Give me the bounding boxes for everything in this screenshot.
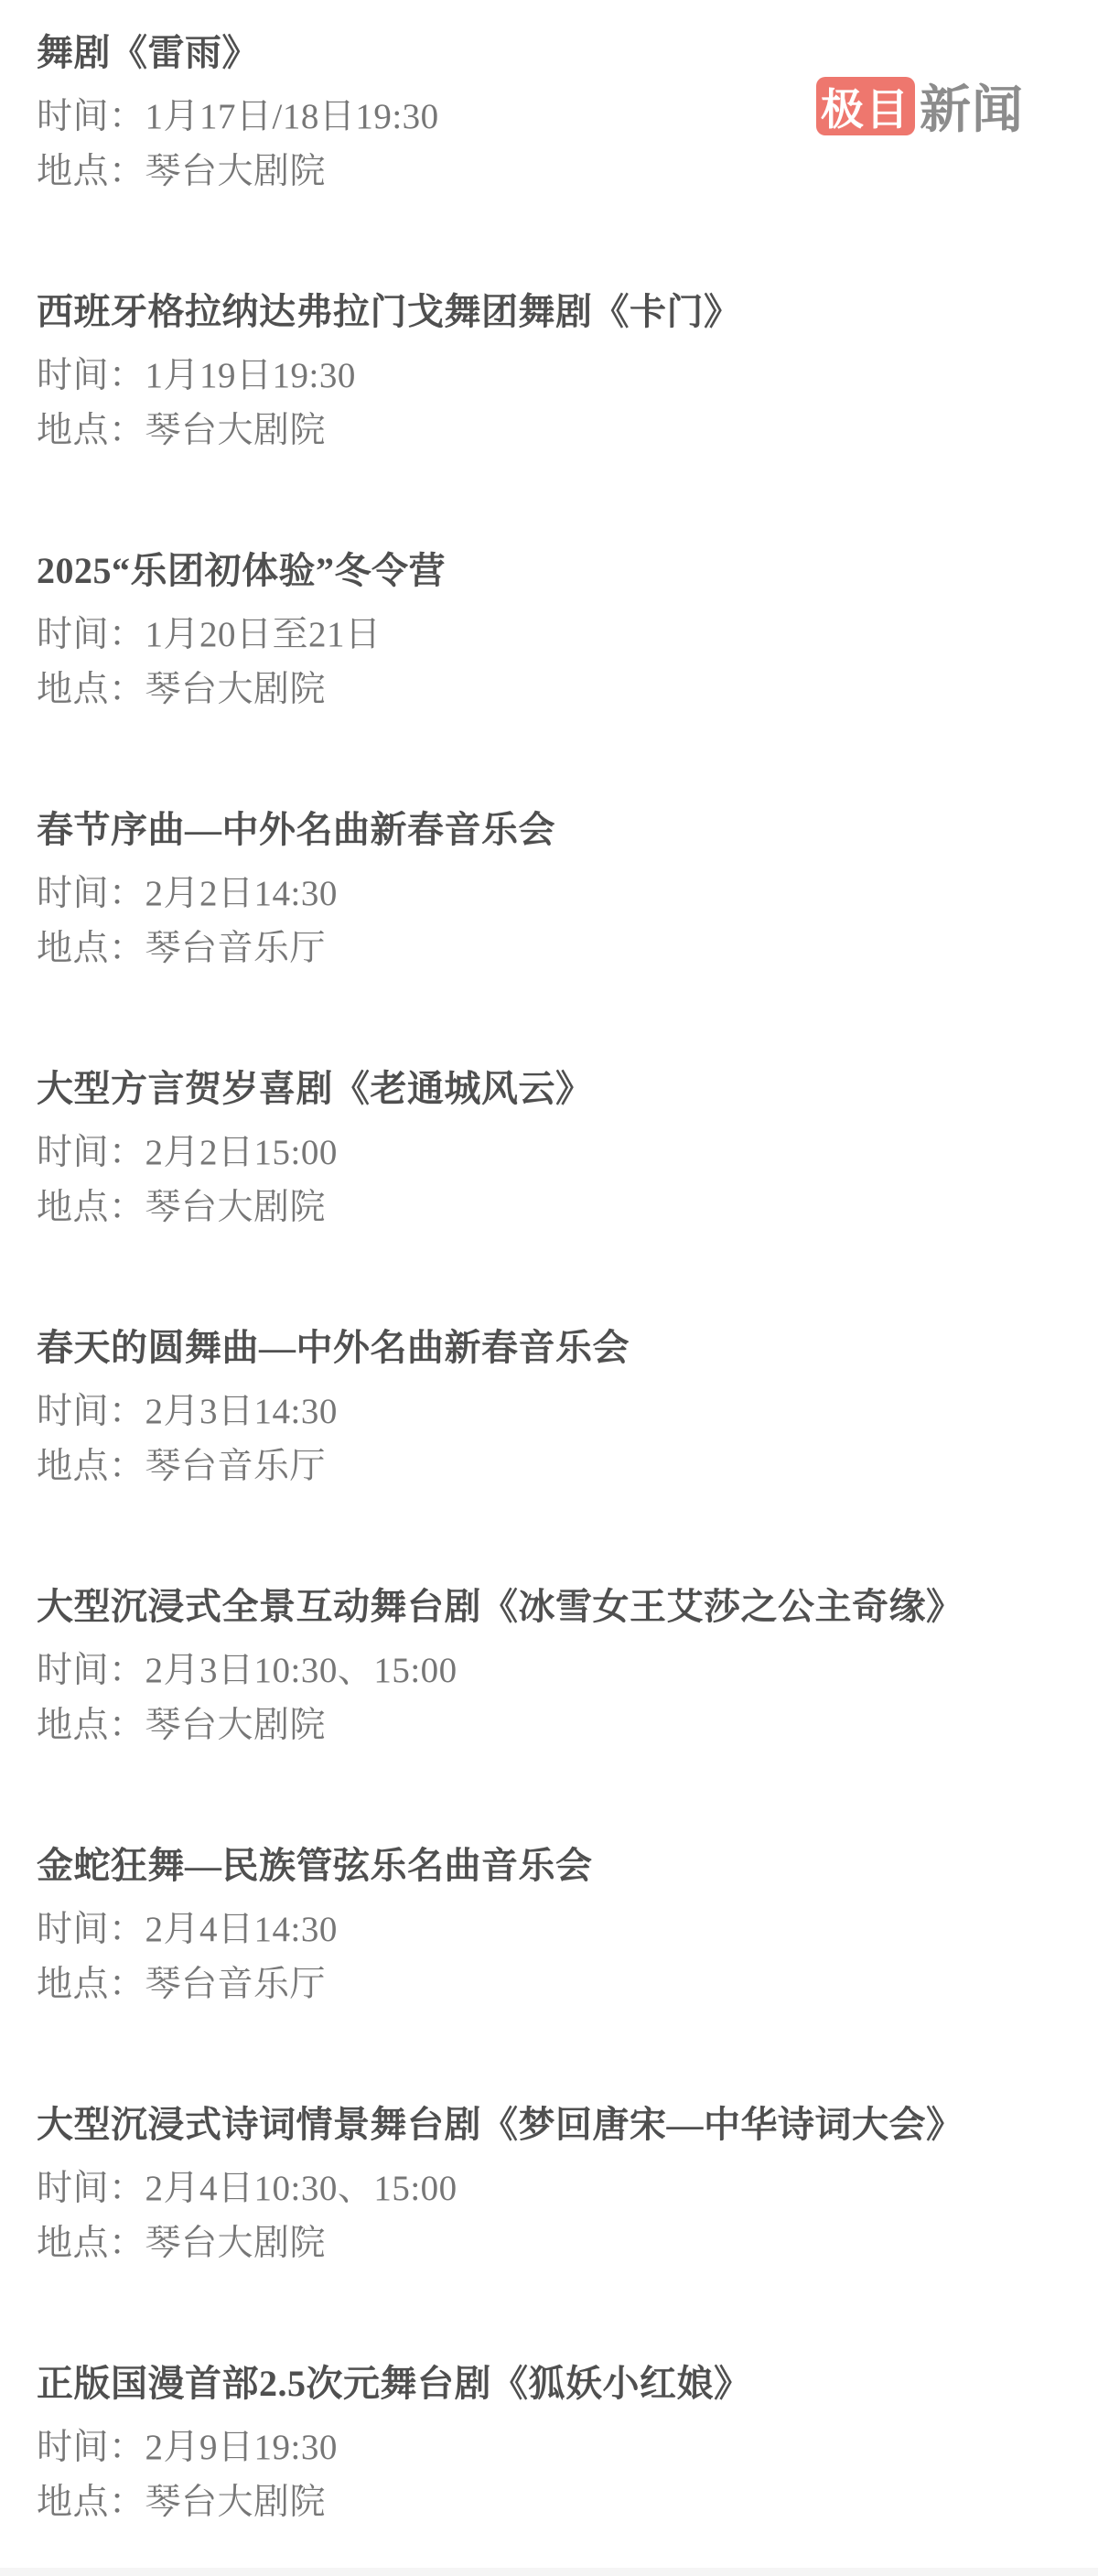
jimu-logo-suffix: 新闻	[920, 82, 1024, 139]
venue-label: 地点：	[37, 1965, 145, 2004]
event-time	[37, 2420, 1061, 2475]
time-label: 时间：	[37, 356, 145, 395]
event-time	[37, 608, 1061, 663]
time-label: 时间：	[37, 1651, 145, 1690]
event-time	[37, 867, 1061, 922]
time-value: 2月4日14:30	[145, 1910, 338, 1949]
event-time	[37, 1644, 1061, 1698]
jimu-news-logo	[816, 70, 1024, 143]
venue-label: 地点：	[37, 152, 145, 191]
event-block	[37, 1324, 1061, 1494]
venue-value: 琴台大剧院	[145, 411, 327, 450]
jimu-logo-badge: 极目	[816, 77, 915, 135]
event-time	[37, 2161, 1061, 2216]
time-value: 2月4日10:30、15:00	[145, 2169, 458, 2208]
time-value: 1月17日/18日19:30	[145, 97, 439, 136]
event-title: 金蛇狂舞—民族管弦乐名曲音乐会	[37, 1845, 593, 1886]
event-block	[37, 806, 1061, 976]
event-venue	[37, 145, 1061, 199]
event-venue	[37, 404, 1061, 458]
time-value: 1月19日19:30	[145, 356, 356, 395]
event-title: 大型沉浸式全景互动舞台剧《冰雪女王艾莎之公主奇缘》	[37, 1586, 963, 1627]
event-venue	[37, 922, 1061, 976]
venue-label: 地点：	[37, 929, 145, 968]
venue-value: 琴台大剧院	[145, 1188, 327, 1227]
venue-label: 地点：	[37, 1447, 145, 1486]
venue-value: 琴台大剧院	[145, 2483, 327, 2522]
venue-label: 地点：	[37, 2483, 145, 2522]
time-label: 时间：	[37, 2428, 145, 2467]
event-venue	[37, 1180, 1061, 1235]
event-block	[37, 2101, 1061, 2271]
bottom-divider	[0, 2568, 1098, 2576]
time-value: 2月2日14:30	[145, 874, 338, 913]
event-venue	[37, 1957, 1061, 2012]
venue-value: 琴台大剧院	[145, 2224, 327, 2263]
time-label: 时间：	[37, 1133, 145, 1172]
event-title: 春天的圆舞曲—中外名曲新春音乐会	[37, 1327, 630, 1368]
event-block	[37, 547, 1061, 717]
time-value: 2月2日15:00	[145, 1133, 338, 1172]
event-title: 舞剧《雷雨》	[37, 32, 259, 73]
venue-value: 琴台大剧院	[145, 670, 327, 709]
time-label: 时间：	[37, 1392, 145, 1431]
time-label: 时间：	[37, 615, 145, 654]
venue-value: 琴台音乐厅	[145, 1447, 327, 1486]
event-time	[37, 1385, 1061, 1439]
event-title: 大型方言贺岁喜剧《老通城风云》	[37, 1068, 593, 1109]
event-block	[37, 1583, 1061, 1753]
venue-value: 琴台音乐厅	[145, 929, 327, 968]
event-time	[37, 1126, 1061, 1180]
time-value: 2月3日10:30、15:00	[145, 1651, 458, 1690]
event-title: 2025“乐团初体验”冬令营	[37, 550, 446, 591]
venue-value: 琴台大剧院	[145, 1706, 327, 1745]
event-block	[37, 1065, 1061, 1235]
event-block	[37, 2360, 1061, 2530]
venue-label: 地点：	[37, 670, 145, 709]
event-venue	[37, 2216, 1061, 2271]
event-block	[37, 288, 1061, 458]
event-title: 西班牙格拉纳达弗拉门戈舞团舞剧《卡门》	[37, 291, 741, 332]
event-block	[37, 1842, 1061, 2012]
event-venue	[37, 663, 1061, 717]
event-title: 春节序曲—中外名曲新春音乐会	[37, 809, 555, 850]
venue-label: 地点：	[37, 2224, 145, 2263]
time-label: 时间：	[37, 97, 145, 136]
time-label: 时间：	[37, 1910, 145, 1949]
time-value: 2月9日19:30	[145, 2428, 338, 2467]
venue-label: 地点：	[37, 1706, 145, 1745]
time-value: 1月20日至21日	[145, 615, 382, 654]
event-venue	[37, 1698, 1061, 1753]
event-title: 正版国漫首部2.5次元舞台剧《狐妖小红娘》	[37, 2363, 751, 2404]
event-time	[37, 349, 1061, 404]
venue-label: 地点：	[37, 1188, 145, 1227]
event-venue	[37, 1439, 1061, 1494]
venue-value: 琴台音乐厅	[145, 1965, 327, 2004]
time-value: 2月3日14:30	[145, 1392, 338, 1431]
event-venue	[37, 2475, 1061, 2530]
event-title: 大型沉浸式诗词情景舞台剧《梦回唐宋—中华诗词大会》	[37, 2104, 963, 2145]
time-label: 时间：	[37, 874, 145, 913]
venue-label: 地点：	[37, 411, 145, 450]
time-label: 时间：	[37, 2169, 145, 2208]
venue-value: 琴台大剧院	[145, 152, 327, 191]
event-time	[37, 1902, 1061, 1957]
